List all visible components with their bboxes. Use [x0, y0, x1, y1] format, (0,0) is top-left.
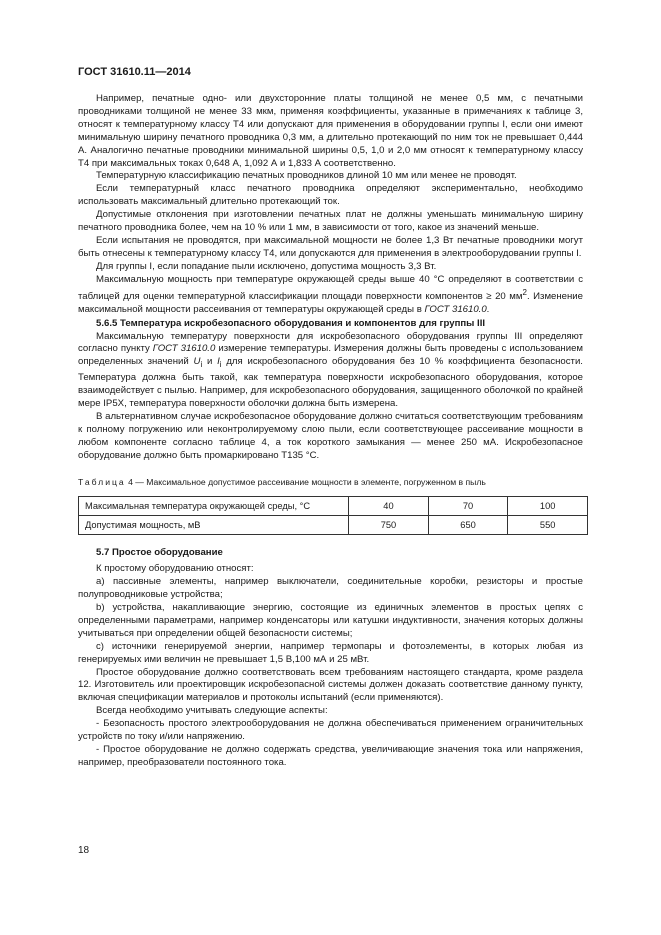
- table-caption: [78, 476, 583, 489]
- table-cell: 70: [428, 497, 508, 516]
- table-row: [79, 497, 588, 516]
- paragraph: Простое оборудование должно соответствовать всем требованиям настоящего стандарта, кроме раздела 12. Изготовитель или проектировщик искробезопасной системы должен доказать соответствие данному пункту, включая спецификации материалов и протоколы испытаний (если применяются).: [78, 666, 583, 704]
- text-span: и: [202, 356, 218, 368]
- paragraph: В альтернативном случае искробезопасное оборудование должно считаться соответствующим требованиям к полному погружению или неконтролируемому слою пыли, если соответствующее рассеивание мощности в любом компоненте согласно таблице 4, а ток короткого замыкания — менее 250 мА. Искробезопасное оборудование должно быть промаркировано Т135 °С.: [78, 410, 583, 461]
- standard-reference: ГОСТ 31610.0: [424, 303, 487, 315]
- table-cell: 100: [508, 497, 588, 516]
- list-item: - Простое оборудование не должно содержать средства, увеличивающие значения тока или напряжения, например, преобразователи постоянного тока.: [78, 743, 583, 768]
- section-heading-5-7: 5.7 Простое оборудование: [96, 547, 223, 559]
- paragraph: Например, печатные одно- или двухсторонние платы толщиной не менее 0,5 мм, с печатными проводниками толщиной не менее 33 мкм, применяя коэффициенты, указанные в примечаниях к таблице 3, относят к температурному классу Т4 или допускают для применения в оборудовании группы I, если они имеют минимальную ширину печатного проводника 0,3 мм, а длительно протекающий по ним ток не превышает 0,444 А. Аналогично печатные проводники минимальной ширины 0,5, 1,0 и 2,0 мм относят к температурному классу Т4 при максимальных токах 0,648 А, 1,092 А и 1,833 А соответственно.: [78, 93, 583, 169]
- list-item: b) устройства, накапливающие энергию, состоящие из единичных элементов в простых цепях с определенными параметрами, например конденсаторы или катушки индуктивности, значения которых должны учитываться при определении общей безопасности системы;: [78, 602, 583, 639]
- document-header: ГОСТ 31610.11—2014: [78, 66, 191, 78]
- page-content: [78, 93, 583, 770]
- paragraph: Для группы I, если попадание пыли исключено, допустима мощность 3,3 Вт.: [96, 260, 437, 272]
- text-span: Максимальную мощность при температуре окружающей среды выше 40 °С определяют в соответствии с таблицей для оценки температурной классификации площади поверхности компонентов ≥ 20 мм: [78, 273, 583, 302]
- subscript: i: [219, 360, 222, 370]
- table-cell: 750: [349, 516, 429, 535]
- paragraph: К простому оборудованию относят:: [96, 563, 254, 575]
- paragraph: Если температурный класс печатного проводника определяют экспериментально, необходимо использовать максимальный длительно протекающий ток.: [78, 183, 583, 208]
- table-caption-label: Таблица: [78, 477, 126, 488]
- paragraph: Температурную классификацию печатных проводников длиной 10 мм или менее не проводят.: [96, 170, 517, 182]
- list-item: c) источники генерируемой энергии, например термопары и фотоэлементы, в которых любая из генерируемых ими величин не превышает 1,5 В,100 мА и 25 мВт.: [78, 640, 583, 665]
- page-number: 18: [78, 845, 90, 856]
- table-cell: 550: [508, 516, 588, 535]
- table-cell-label: Допустимая мощность, мВ: [79, 516, 349, 535]
- table-row: [79, 516, 588, 535]
- paragraph: [78, 331, 583, 411]
- standard-reference: ГОСТ 31610.0: [152, 343, 216, 355]
- subscript: i: [200, 360, 203, 370]
- text-span: .: [486, 303, 490, 315]
- text-span: измерение температуры. Измерения должны быть проведены с использованием определенных значений: [78, 343, 583, 368]
- table-cell-label: Максимальная температура окружающей среды, °С: [79, 497, 349, 516]
- table-cell: 40: [349, 497, 429, 516]
- list-item: - Безопасность простого электрооборудования не должна обеспечиваться применением ограничительных устройств по току и/или напряжению.: [78, 718, 583, 743]
- text-span: для искробезопасного оборудования без 10 % коэффициента безопасности. Температура должна быть такой, как температура поверхности искробезопасного оборудования, которое взаимодействует с пылью. Например, для искробезопасного оборудования, защищенного оболочкой по крайней мере IP5X, температура поверхности оболочки должна быть измерена.: [78, 356, 583, 409]
- table-4: [78, 496, 588, 535]
- table-caption-text: 4 — Максимальное допустимое рассеивание мощности в элементе, погруженном в пыль: [125, 477, 486, 488]
- paragraph: Всегда необходимо учитывать следующие аспекты:: [96, 705, 328, 717]
- symbol-i: I: [217, 356, 220, 368]
- paragraph: Если испытания не проводятся, при максимальной мощности не более 1,3 Вт печатные проводники могут быть отнесены к температурному классу Т4, или допускаются для применения в электрооборудовании группы I.: [78, 234, 583, 259]
- symbol-u: U: [193, 356, 201, 368]
- list-item: а) пассивные элементы, например выключатели, соединительные коробки, резисторы и простые полупроводниковые устройства;: [78, 576, 583, 601]
- superscript: 2: [522, 287, 527, 297]
- paragraph: Допустимые отклонения при изготовлении печатных плат не должны уменьшать минимальную ширину печатного проводника более, чем на 10 % или 1 мм, в зависимости от того, какое из значений меньше.: [78, 209, 583, 234]
- text-span: . Изменение максимальной мощности рассеивания от температуры окружающей среды в: [78, 290, 584, 315]
- paragraph-max-power: [78, 274, 583, 317]
- text-span: Максимальную температуру поверхности для искробезопасного оборудования группы III определяют согласно пункту: [78, 330, 583, 355]
- section-heading-5-6-5: 5.6.5 Температура искробезопасного оборудования и компонентов для группы III: [96, 317, 486, 329]
- table-cell: 650: [428, 516, 508, 535]
